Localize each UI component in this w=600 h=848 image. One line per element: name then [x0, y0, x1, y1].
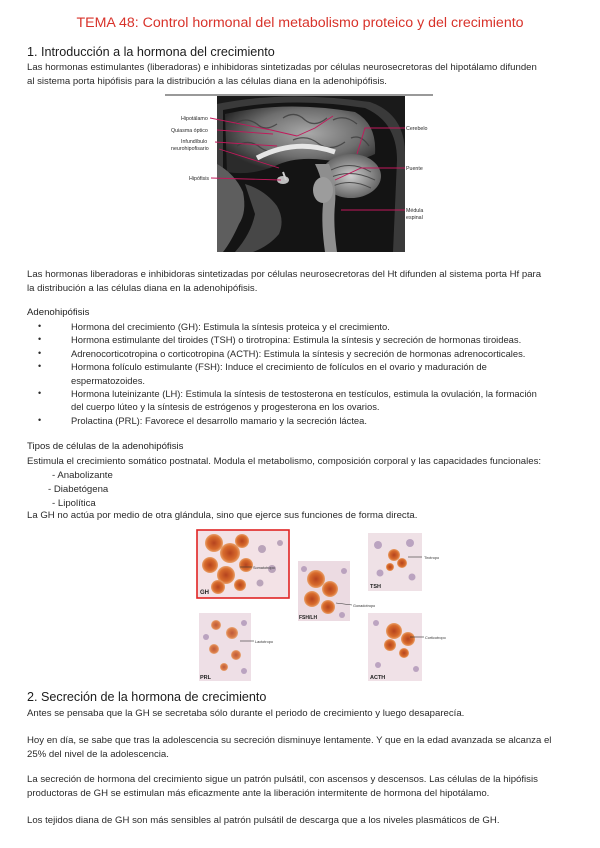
intro-line: al sistema porta hipófisis para la distribución a las células diana en la adenohipófisis. — [27, 76, 387, 87]
label-acth: ACTH — [370, 675, 386, 681]
bullet: • — [38, 321, 42, 331]
label-infundibulo: Infundíbulo — [181, 139, 208, 145]
label-cerebelo: Cerebelo — [406, 126, 428, 132]
effect-item: - Anabolizante — [52, 470, 113, 481]
list-item — [27, 414, 575, 427]
label-somatotropo: Somatotropo — [253, 566, 275, 570]
section2-paragraph-2 — [27, 734, 575, 762]
list-item — [27, 387, 575, 414]
list-item-line: Hormona estimulante del tiroides (TSH) o tirotropina: Estimula la síntesis y secreción de hormonas tiroideas. — [71, 334, 522, 346]
label-hipofisis: Hipófisis — [189, 176, 210, 182]
section1-heading: 1. Introducción a la hormona del crecimiento — [27, 45, 275, 59]
porta-line: la distribución a las células diana en la adenohipófisis. — [27, 283, 258, 294]
label-gh: GH — [200, 590, 209, 596]
label-espinal: espinal — [406, 215, 423, 221]
label-corticotropo: Corticotropo — [425, 636, 446, 640]
bullet: • — [38, 347, 42, 358]
label-lactotropo: Lactotropo — [255, 640, 273, 644]
paragraph-line: productoras de GH se estimulan más eficazmente ante la liberación intermitente de hormona del hipotálamo. — [27, 788, 490, 799]
paragraph-line: 25% del nivel de la adolescencia. — [27, 749, 169, 760]
list-item — [27, 333, 575, 346]
effect-item: - Diabetógena — [48, 484, 109, 495]
label-tirotropo: Tirotropo — [424, 556, 440, 560]
gh-panel — [197, 530, 289, 598]
list-item — [27, 347, 575, 360]
effects-list — [48, 469, 113, 511]
section2-paragraph-4: Los tejidos diana de GH son más sensibles al patrón pulsátil de descarga que a los niveles plasmáticos de GH. — [27, 815, 500, 826]
label-quiasma: Quiasma óptico — [171, 128, 208, 134]
list-item-line: Adrenocorticotropina o corticotropina (ACTH): Estimula la síntesis y secreción de hormonas adrenocorticales. — [71, 347, 526, 359]
bullet: • — [38, 414, 42, 425]
tipos-text: Estimula el crecimiento somático postnatal. Modula el metabolismo, composición corporal y las capacidades funcionales: — [27, 456, 542, 467]
mri-brain-figure — [165, 94, 433, 252]
bullet: • — [38, 334, 42, 345]
list-item-line: Prolactina (PRL): Favorece el desarrollo mamario y la secreción láctea. — [71, 414, 367, 426]
intro-paragraph — [27, 61, 575, 89]
page-title: TEMA 48: Control hormonal del metabolismo proteico y del crecimiento — [76, 15, 524, 31]
label-medula: Médula — [406, 208, 424, 214]
paragraph-line: La secreción de hormona del crecimiento sigue un patrón pulsátil, con ascensos y descensos. Las células de la hipófisis — [27, 774, 538, 785]
list-item — [27, 320, 575, 333]
label-fshlh: FSH/LH — [299, 615, 318, 621]
label-neurohipofisario: neurohipofisario — [171, 146, 209, 152]
intro-line: Las hormonas estimulantes (liberadoras) e inhibidoras sintetizadas por células neurosecretoras del hipotálamo difunden — [27, 62, 537, 73]
label-tsh: TSH — [370, 584, 381, 590]
bullet: • — [38, 361, 42, 372]
section2-paragraph-1: Antes se pensaba que la GH se secretaba sólo durante el periodo de crecimiento y luego desaparecía. — [27, 708, 465, 719]
gh-direct-text: La GH no actúa por medio de otra glándula, sino que ejerce sus funciones de forma directa. — [27, 510, 418, 521]
list-item-line: espermatozoides. — [71, 374, 145, 386]
label-puente: Puente — [406, 166, 423, 172]
label-prl: PRL — [200, 675, 211, 681]
tipos-heading: Tipos de células de la adenohipófisis — [27, 441, 184, 452]
list-item — [27, 360, 575, 387]
bullet: • — [38, 388, 42, 399]
adenohipofisis-list — [27, 320, 575, 427]
porta-paragraph — [27, 268, 575, 296]
list-item-line: Hormona del crecimiento (GH): Estimula la síntesis proteica y el crecimiento. — [71, 321, 390, 332]
list-item-line: del cuerpo lúteo y la síntesis de estrógenos y progesterona en los ovarios. — [71, 401, 380, 413]
section2-paragraph-3 — [27, 773, 575, 801]
adenohipofisis-cells-figure — [196, 529, 458, 685]
paragraph-line: Hoy en día, se sabe que tras la adolescencia su secreción disminuye lentamente. Y que en la edad avanzada se alcanza el — [27, 735, 552, 746]
list-item-line: Hormona luteinizante (LH): Estimula la síntesis de testosterona en testículos, estimula la ovulación, la formación — [71, 388, 537, 400]
list-item-line: Hormona folículo estimulante (FSH): Induce el crecimiento de folículos en el ovario y maduración de — [71, 361, 487, 373]
adenohipofisis-heading: Adenohipófisis — [27, 307, 90, 318]
porta-line: Las hormonas liberadoras e inhibidoras sintetizadas por células neurosecretoras del Ht difunden al sistema porta Hf para — [27, 269, 542, 280]
effect-item: - Lipolítica — [52, 498, 96, 509]
section2-heading: 2. Secreción de la hormona de crecimiento — [27, 690, 267, 704]
label-gonadotropo: Gonadotropo — [353, 604, 376, 608]
label-hipotalamo: Hipotálamo — [181, 116, 208, 122]
